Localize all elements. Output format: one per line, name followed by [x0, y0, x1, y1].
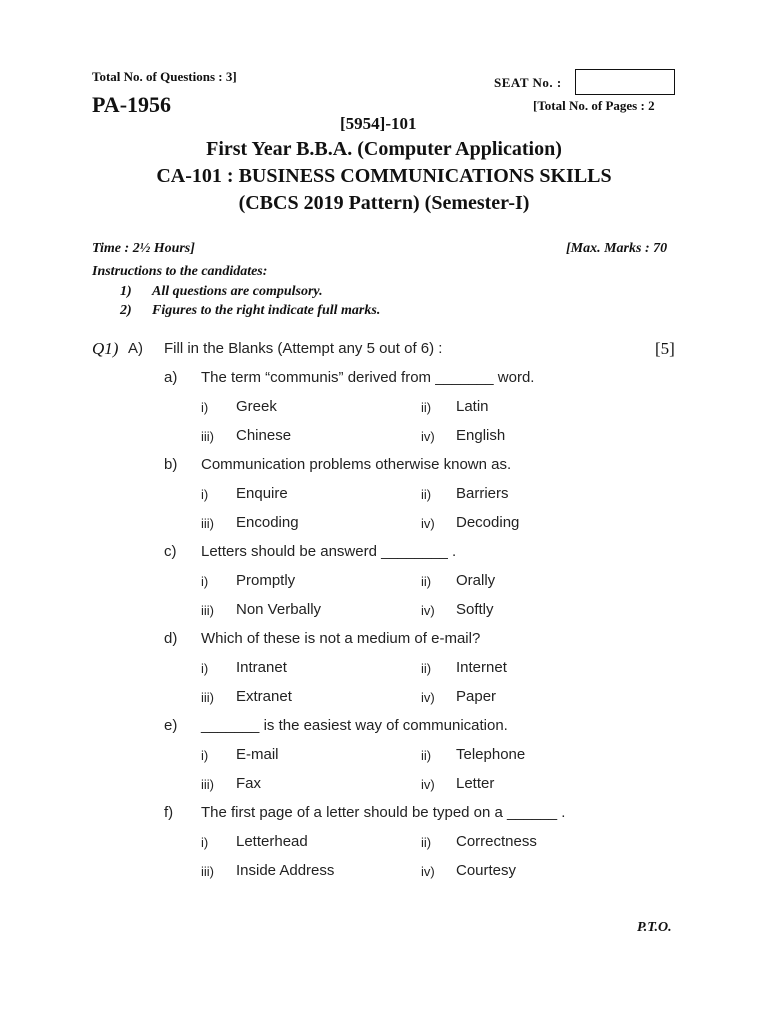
option-number: iv) [421, 690, 435, 705]
option-number: ii) [421, 487, 432, 502]
seat-no-box [575, 69, 675, 95]
option-number: ii) [421, 400, 432, 415]
option-text: English [456, 427, 506, 444]
option-text: Letter [456, 775, 495, 792]
sub-question-text: _______ is the easiest way of communication. [201, 717, 508, 734]
option-number: iv) [421, 777, 435, 792]
option-text: Telephone [456, 746, 526, 763]
paper-code: PA-1956 [92, 92, 172, 117]
option-text: Orally [456, 572, 496, 589]
sub-question-text: Communication problems otherwise known as. [201, 456, 512, 473]
pto-label: P.T.O. [637, 920, 672, 935]
sub-question-text: The term “communis” derived from _______ word. [201, 369, 535, 386]
question-title: Fill in the Blanks (Attempt any 5 out of 6) : [164, 340, 443, 357]
instruction-text: All questions are compulsory. [152, 284, 323, 299]
option-text: Courtesy [456, 862, 517, 879]
option-text: Enquire [236, 485, 288, 502]
total-pages: [Total No. of Pages : 2 [533, 98, 655, 113]
option-number: iv) [421, 864, 435, 879]
subject-title: CA-101 : BUSINESS COMMUNICATIONS SKILLS [156, 165, 612, 187]
sub-question-text: Letters should be answerd ________ . [201, 543, 457, 560]
option-text: Greek [236, 398, 277, 415]
option-number: iv) [421, 429, 435, 444]
sub-question-label: e) [164, 717, 178, 734]
option-text: Inside Address [236, 862, 335, 879]
option-text: Extranet [236, 688, 292, 705]
option-number: iii) [201, 690, 214, 705]
option-number: i) [201, 748, 209, 763]
option-text: Softly [456, 601, 494, 618]
option-number: ii) [421, 574, 432, 589]
option-number: i) [201, 661, 209, 676]
exam-code: [5954]-101 [340, 114, 417, 133]
sub-question-label: d) [164, 630, 178, 647]
option-number: i) [201, 574, 209, 589]
max-marks-label: [Max. Marks : 70 [566, 241, 668, 256]
option-text: Fax [236, 775, 262, 792]
option-number: iv) [421, 516, 435, 531]
option-text: Paper [456, 688, 497, 705]
option-text: Chinese [236, 427, 292, 444]
option-text: Encoding [236, 514, 299, 531]
option-number: i) [201, 487, 209, 502]
sub-question-text: Which of these is not a medium of e-mail? [201, 630, 481, 647]
option-text: Intranet [236, 659, 287, 676]
option-number: ii) [421, 661, 432, 676]
option-number: iii) [201, 777, 214, 792]
option-text: Letterhead [236, 833, 308, 850]
option-number: ii) [421, 748, 432, 763]
option-text: Non Verbally [236, 601, 322, 618]
instruction-text: Figures to the right indicate full marks. [152, 303, 381, 318]
question-label: Q1) [92, 339, 119, 358]
question-part: A) [128, 340, 143, 357]
pattern-title: (CBCS 2019 Pattern) (Semester-I) [238, 192, 530, 214]
option-text: Internet [456, 659, 507, 676]
time-label: Time : 2½ Hours] [92, 241, 195, 256]
option-text: Latin [456, 398, 489, 415]
option-text: Correctness [456, 833, 537, 850]
option-text: E-mail [236, 746, 279, 763]
option-number: iii) [201, 864, 214, 879]
sub-question-label: b) [164, 456, 178, 473]
option-number: iii) [201, 429, 214, 444]
course-title: First Year B.B.A. (Computer Application) [206, 138, 562, 160]
sub-question-text: The first page of a letter should be typed on a ______ . [201, 804, 566, 821]
instructions-heading: Instructions to the candidates: [92, 264, 268, 279]
sub-question-label: a) [164, 369, 178, 386]
option-text: Promptly [236, 572, 296, 589]
option-number: ii) [421, 835, 432, 850]
total-questions: Total No. of Questions : 3] [92, 69, 237, 84]
instruction-number: 2) [120, 303, 132, 318]
seat-no-label: SEAT No. : [494, 75, 562, 90]
option-text: Barriers [456, 485, 509, 502]
sub-question-label: f) [164, 804, 174, 821]
option-number: i) [201, 835, 209, 850]
option-number: iv) [421, 603, 435, 618]
option-number: iii) [201, 603, 214, 618]
option-text: Decoding [456, 514, 520, 531]
sub-question-label: c) [164, 543, 177, 560]
instruction-number: 1) [120, 284, 132, 299]
option-number: i) [201, 400, 209, 415]
option-number: iii) [201, 516, 214, 531]
question-marks: [5] [655, 339, 675, 358]
